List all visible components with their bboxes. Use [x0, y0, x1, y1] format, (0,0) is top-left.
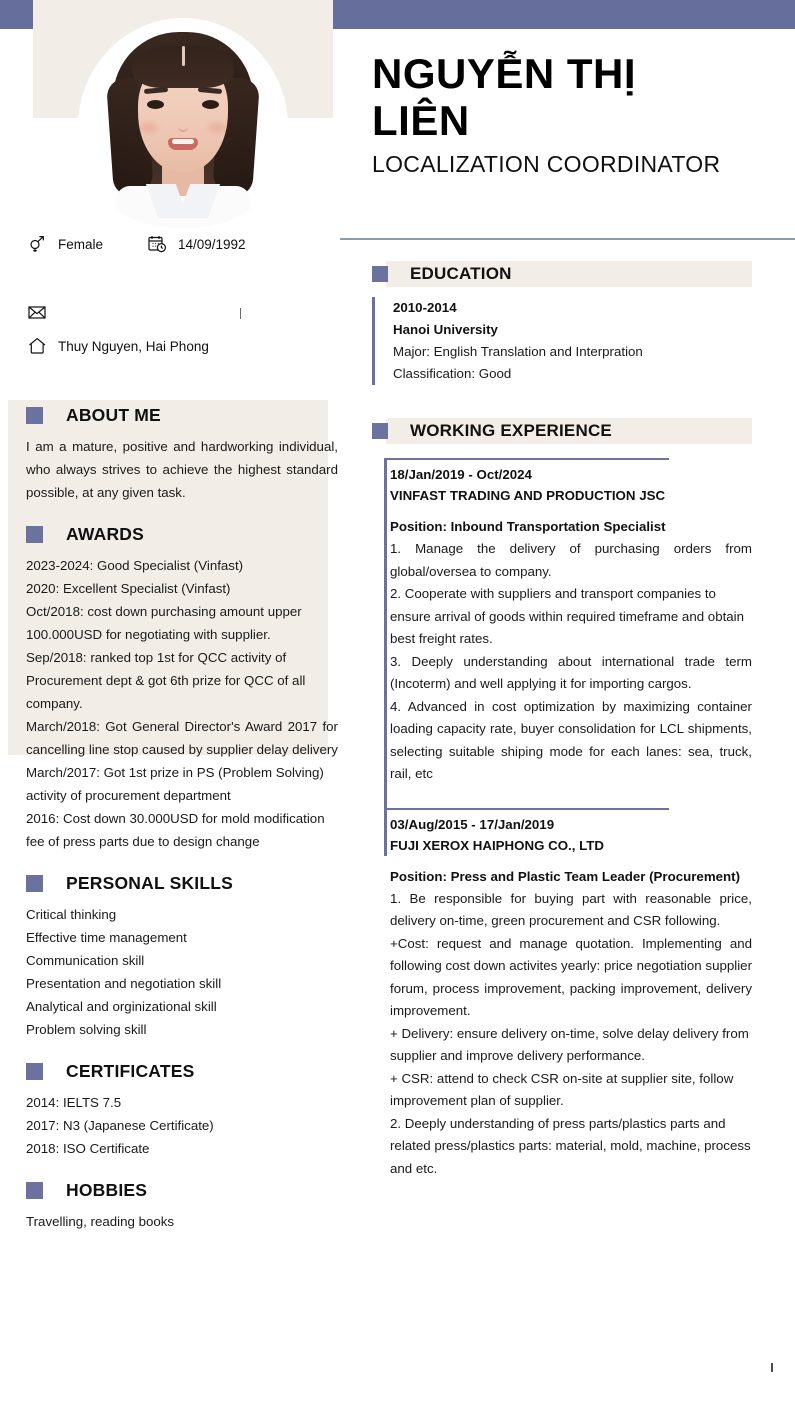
job-company: VINFAST TRADING AND PRODUCTION JSC — [390, 488, 666, 503]
name-line-1: NGUYỄN THỊ — [372, 50, 637, 97]
accent-square-icon — [26, 407, 43, 424]
sidebar-section-skills-header — [26, 873, 338, 894]
list-item: 2017: N3 (Japanese Certificate) — [26, 1118, 214, 1133]
page-corner-mark — [771, 1363, 773, 1372]
about-text: I am a mature, positive and hardworking individual, who always strives to achieve the highest standard possible, at any given task. — [26, 439, 338, 500]
job-duty: 1. Be responsible for buying part with reasonable price, delivery on-time, green procurement and CSR following. — [390, 890, 752, 928]
gender-row — [26, 234, 103, 254]
about-title: ABOUT ME — [66, 405, 161, 425]
list-item: Communication skill — [26, 953, 145, 968]
job-duty: +Cost: request and manage quotation. Implementing and following cost down activites yearly: price negotiation supplier forum, process improvement, packing improvement, delivery improvement. — [390, 935, 752, 1018]
education-header — [386, 261, 752, 287]
job-position: Position: Press and Plastic Team Leader (Procurement) — [390, 868, 741, 884]
education-date: 2010-2014 — [393, 300, 457, 315]
sidebar-section-awards-header — [26, 524, 338, 545]
job-duty: + Delivery: ensure delivery on-time, solve delay delivery from supplier and improve delivery performance. — [390, 1025, 749, 1063]
list-item: Analytical and orginizational skill — [26, 999, 217, 1014]
list-item: Oct/2018: cost down purchasing amount upper 100.000USD for negotiating with supplier. — [26, 604, 302, 642]
about-body — [26, 435, 338, 504]
job-company: FUJI XEROX HAIPHONG CO., LTD — [390, 837, 604, 853]
accent-square-icon — [26, 526, 43, 543]
education-classification: Classification: Good — [393, 366, 512, 381]
top-band-left — [0, 0, 33, 29]
address-value: Thuy Nguyen, Hai Phong — [58, 338, 209, 354]
list-item: March/2018: Got General Director's Award 2017 for cancelling line stop caused by supplier delay delivery — [26, 719, 338, 757]
address-row — [26, 336, 209, 356]
gender-value: Female — [58, 236, 104, 252]
skills-body — [26, 903, 338, 1041]
job-duty: 2. Deeply understanding of press parts/plastics parts and related press/plastics parts: material, mold, machine, process and etc. — [390, 1115, 751, 1176]
list-item: Problem solving skill — [26, 1022, 147, 1037]
email-row[interactable] — [26, 302, 326, 322]
accent-square-icon — [26, 875, 43, 892]
hobbies-title: HOBBIES — [66, 1180, 148, 1200]
header-divider — [340, 238, 795, 240]
email-redaction-mark — [240, 308, 241, 319]
education-title: EDUCATION — [410, 264, 512, 283]
list-item: Effective time management — [26, 930, 187, 945]
avatar-cheek-left — [140, 122, 158, 133]
list-item: 2016: Cost down 30.000USD for mold modification fee of press parts due to design change — [26, 811, 325, 849]
accent-square-icon — [372, 423, 388, 439]
gender-icon — [26, 234, 48, 254]
name-line-2: LIÊN — [372, 97, 470, 144]
certificates-body — [26, 1091, 338, 1160]
sidebar-section-hobbies-header — [26, 1180, 338, 1201]
job-date: 18/Jan/2019 - Oct/2024 — [390, 467, 532, 482]
avatar-cheek-right — [208, 122, 226, 133]
list-item: Presentation and negotiation skill — [26, 976, 222, 991]
job-duty: 3. Deeply understanding about international trade term (Incoterm) and well applying it for importing cargos. — [390, 653, 752, 691]
list-item: Sep/2018: ranked top 1st for QCC activity of Procurement dept & got 6th prize for QCC of all company. — [26, 650, 306, 711]
education-school: Hanoi University — [393, 322, 498, 337]
list-item: Travelling, reading books — [26, 1214, 175, 1229]
list-item: 2014: IELTS 7.5 — [26, 1095, 122, 1110]
avatar-eye-right — [202, 100, 219, 109]
job-date: 03/Aug/2015 - 17/Jan/2019 — [390, 816, 555, 832]
list-item: 2018: ISO Certificate — [26, 1141, 150, 1156]
skills-title: PERSONAL SKILLS — [66, 873, 234, 893]
envelope-icon — [26, 302, 48, 322]
accent-square-icon — [372, 266, 388, 282]
avatar-teeth — [172, 139, 194, 144]
accent-square-icon — [26, 1063, 43, 1080]
avatar-eye-left — [147, 100, 164, 109]
calendar-clock-icon — [146, 234, 168, 254]
job-duty: + CSR: attend to check CSR on-site at supplier site, follow improvement plan of supplier. — [390, 1070, 734, 1108]
dob-value: 14/09/1992 — [178, 236, 246, 252]
experience-header — [386, 418, 752, 444]
list-item: 2020: Excellent Specialist (Vinfast) — [26, 581, 231, 596]
education-entry — [372, 297, 752, 385]
list-item: 2023-2024: Good Specialist (Vinfast) — [26, 558, 244, 573]
job-top-rule — [384, 458, 669, 460]
dob-row — [146, 234, 246, 254]
sidebar-section-certificates-header — [26, 1061, 338, 1082]
list-item: March/2017: Got 1st prize in PS (Problem Solving) activity of procurement department — [26, 765, 324, 803]
home-icon — [26, 336, 48, 356]
awards-title: AWARDS — [66, 524, 145, 544]
avatar-nose — [178, 118, 188, 132]
hobbies-body — [26, 1210, 338, 1233]
awards-body — [26, 554, 338, 853]
experience-title: WORKING EXPERIENCE — [410, 421, 612, 440]
job-duty: 4. Advanced in cost optimization by maximizing container loading capacity rate, buyer consolidation for LCL shipments, selecting suitable shiping mode for each lanes: sea, truck, rail, etc — [390, 698, 752, 781]
job-duty: 2. Cooperate with suppliers and transport companies to ensure arrival of goods within required timeframe and obtain best freight rates. — [390, 586, 745, 646]
name-block — [372, 50, 792, 178]
job-position: Position: Inbound Transportation Specialist — [390, 519, 666, 534]
experience-section — [372, 418, 752, 1180]
education-major: Major: English Translation and Interpration — [393, 344, 643, 359]
list-item: Critical thinking — [26, 907, 117, 922]
accent-square-icon — [26, 1182, 43, 1199]
top-band-right — [333, 0, 795, 29]
sidebar-section-about-header — [26, 405, 338, 426]
experience-job — [372, 458, 752, 786]
profile-photo — [78, 18, 288, 228]
job-title: LOCALIZATION COORDINATOR — [372, 151, 721, 177]
job-duty: 1. Manage the delivery of purchasing orders from global/oversea to company. — [390, 541, 752, 579]
job-top-rule — [384, 808, 669, 810]
certificates-title: CERTIFICATES — [66, 1061, 195, 1081]
sidebar — [26, 405, 338, 1233]
avatar — [104, 26, 262, 228]
job-side-rail — [384, 458, 387, 856]
experience-job — [372, 808, 752, 1181]
avatar-hair-part — [182, 46, 185, 66]
education-section — [372, 261, 752, 385]
